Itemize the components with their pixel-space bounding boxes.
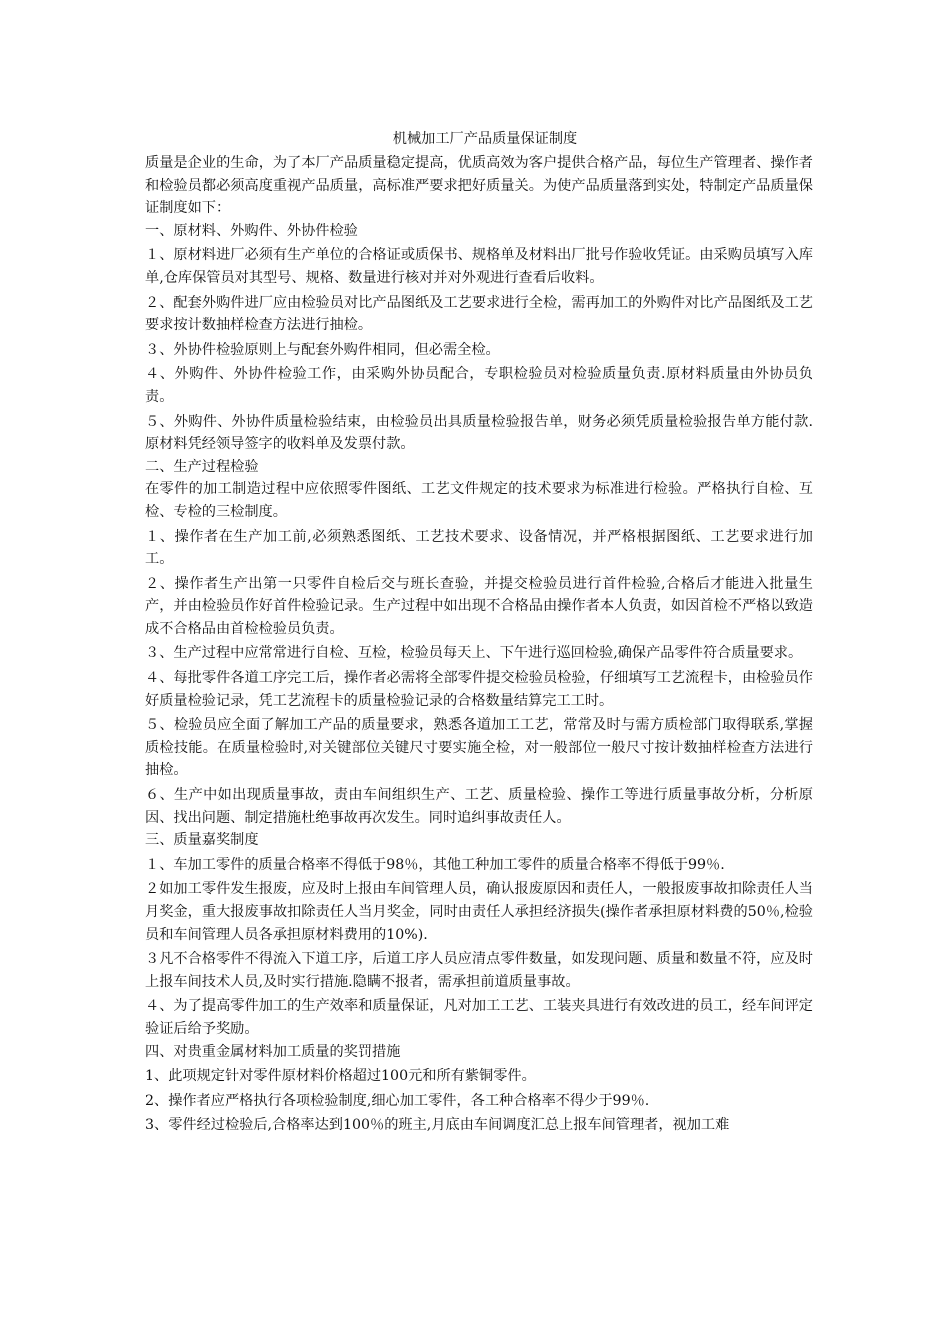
section-paragraph: ４、为了提高零件加工的生产效率和质量保证，凡对加工工艺、工装夹具进行有效改进的员工，经车间评定验证后给予奖励。 [145,998,813,1037]
section-paragraph: ４、外购件、外协件检验工作，由采购外协员配合，专职检验员对检验质量负责.原材料质量由外协员负责。 [145,366,813,405]
section-heading: 一、原材料、外购件、外协件检验 [145,222,358,239]
section-paragraph: １、原材料进厂必须有生产单位的合格证或质保书、规格单及材料出厂批号作验收凭证。由采购员填写入库单,仓库保管员对其型号、规格、数量进行核对并对外观进行查看后收料。 [145,247,813,286]
section-paragraph: ４、每批零件各道工序完工后，操作者必需将全部零件提交检验员检验，仔细填写工艺流程卡，由检验员作好质量检验记录，凭工艺流程卡的质量检验记录的合格数量结算完工工时。 [145,670,813,709]
section-production-inspection [145,456,813,830]
section-quality-awards [145,829,813,1040]
section-paragraph: ３、外协件检验原则上与配套外购件相同，但必需全检。 [145,341,500,358]
section-paragraph: ５、外购件、外协件质量检验结束，由检验员出具质量检验报告单，财务必须凭质量检验报告单方能付款.原材料凭经领导签字的收料单及发票付款。 [145,413,813,453]
section-paragraph: ５、检验员应全面了解加工产品的质量要求，熟悉各道加工工艺，常常及时与需方质检部门取得联系,掌握质检技能。在质量检验时,对关键部位关键尺寸要实施全检，对一般部位一般尺寸按计数抽样检查方法进行抽检。 [145,717,813,779]
section-paragraph: １、车加工零件的质量合格率不得低于98％，其他工种加工零件的质量合格率不得低于99％. [145,856,725,873]
section-precious-metals [145,1041,813,1137]
section-heading: 三、质量嘉奖制度 [145,832,259,849]
document-body [145,126,813,1137]
section-paragraph: 3、零件经过检验后,合格率达到100％的班主,月底由车间调度汇总上报车间管理者，视加工难 [145,1117,730,1134]
section-paragraph: 2、操作者应严格执行各项检验制度,细心加工零件，各工种合格率不得少于99％. [145,1092,650,1109]
section-heading: 四、对贵重金属材料加工质量的奖罚措施 [145,1043,401,1060]
section-paragraph: ３凡不合格零件不得流入下道工序，后道工序人员应清点零件数量，如发现问题、质量和数量不符，应及时上报车间技术人员,及时实行措施.隐瞒不报者，需承担前道质量事故。 [145,951,813,990]
section-heading: 二、生产过程检验 [145,458,259,475]
section-paragraph: ６、生产中如出现质量事故，责由车间组织生产、工艺、质量检验、操作工等进行质量事故分析，分析原因、找出问题、制定措施杜绝事故再次发生。同时追纠事故责任人。 [145,787,813,826]
section-paragraph: ２如加工零件发生报废，应及时上报由车间管理人员，确认报废原因和责任人，一般报废事故扣除责任人当月奖金，重大报废事故扣除责任人当月奖金，同时由责任人承担经济损失(操作者承担原材料费的50％,检验员和车间管理人员各承担原材料费用的10%). [145,881,813,943]
section-paragraph: 1、此项规定针对零件原材料价格超过100元和所有紫铜零件。 [145,1068,536,1085]
section-paragraph: ２、配套外购件进厂应由检验员对比产品图纸及工艺要求进行全检，需再加工的外购件对比产品图纸及工艺要求按计数抽样检查方法进行抽检。 [145,294,813,334]
section-raw-materials [145,220,813,456]
section-paragraph: 在零件的加工制造过程中应依照零件图纸、工艺文件规定的技术要求为标准进行检验。严格执行自检、互检、专检的三检制度。 [145,481,813,520]
intro-paragraph: 质量是企业的生命，为了本厂产品质量稳定提高，优质高效为客户提供合格产品，每位生产管理者、操作者和检验员都必须高度重视产品质量，高标准严要求把好质量关。为使产品质量落到实处，特制定产品质量保证制度如下： [145,155,813,217]
document-title: 机械加工厂产品质量保证制度 [392,131,578,147]
section-paragraph: １、操作者在生产加工前,必须熟悉图纸、工艺技术要求、设备情况，并严格根据图纸、工艺要求进行加工。 [145,528,813,568]
section-paragraph: ２、操作者生产出第一只零件自检后交与班长查验，并提交检验员进行首件检验,合格后才能进入批量生产，并由检验员作好首件检验记录。生产过程中如出现不合格品由操作者本人负责，如因首检不严格以致造成不合格品由首检检验员负责。 [145,575,813,637]
section-paragraph: ３、生产过程中应常常进行自检、互检，检验员每天上、下午进行巡回检验,确保产品零件符合质量要求。 [145,645,803,662]
